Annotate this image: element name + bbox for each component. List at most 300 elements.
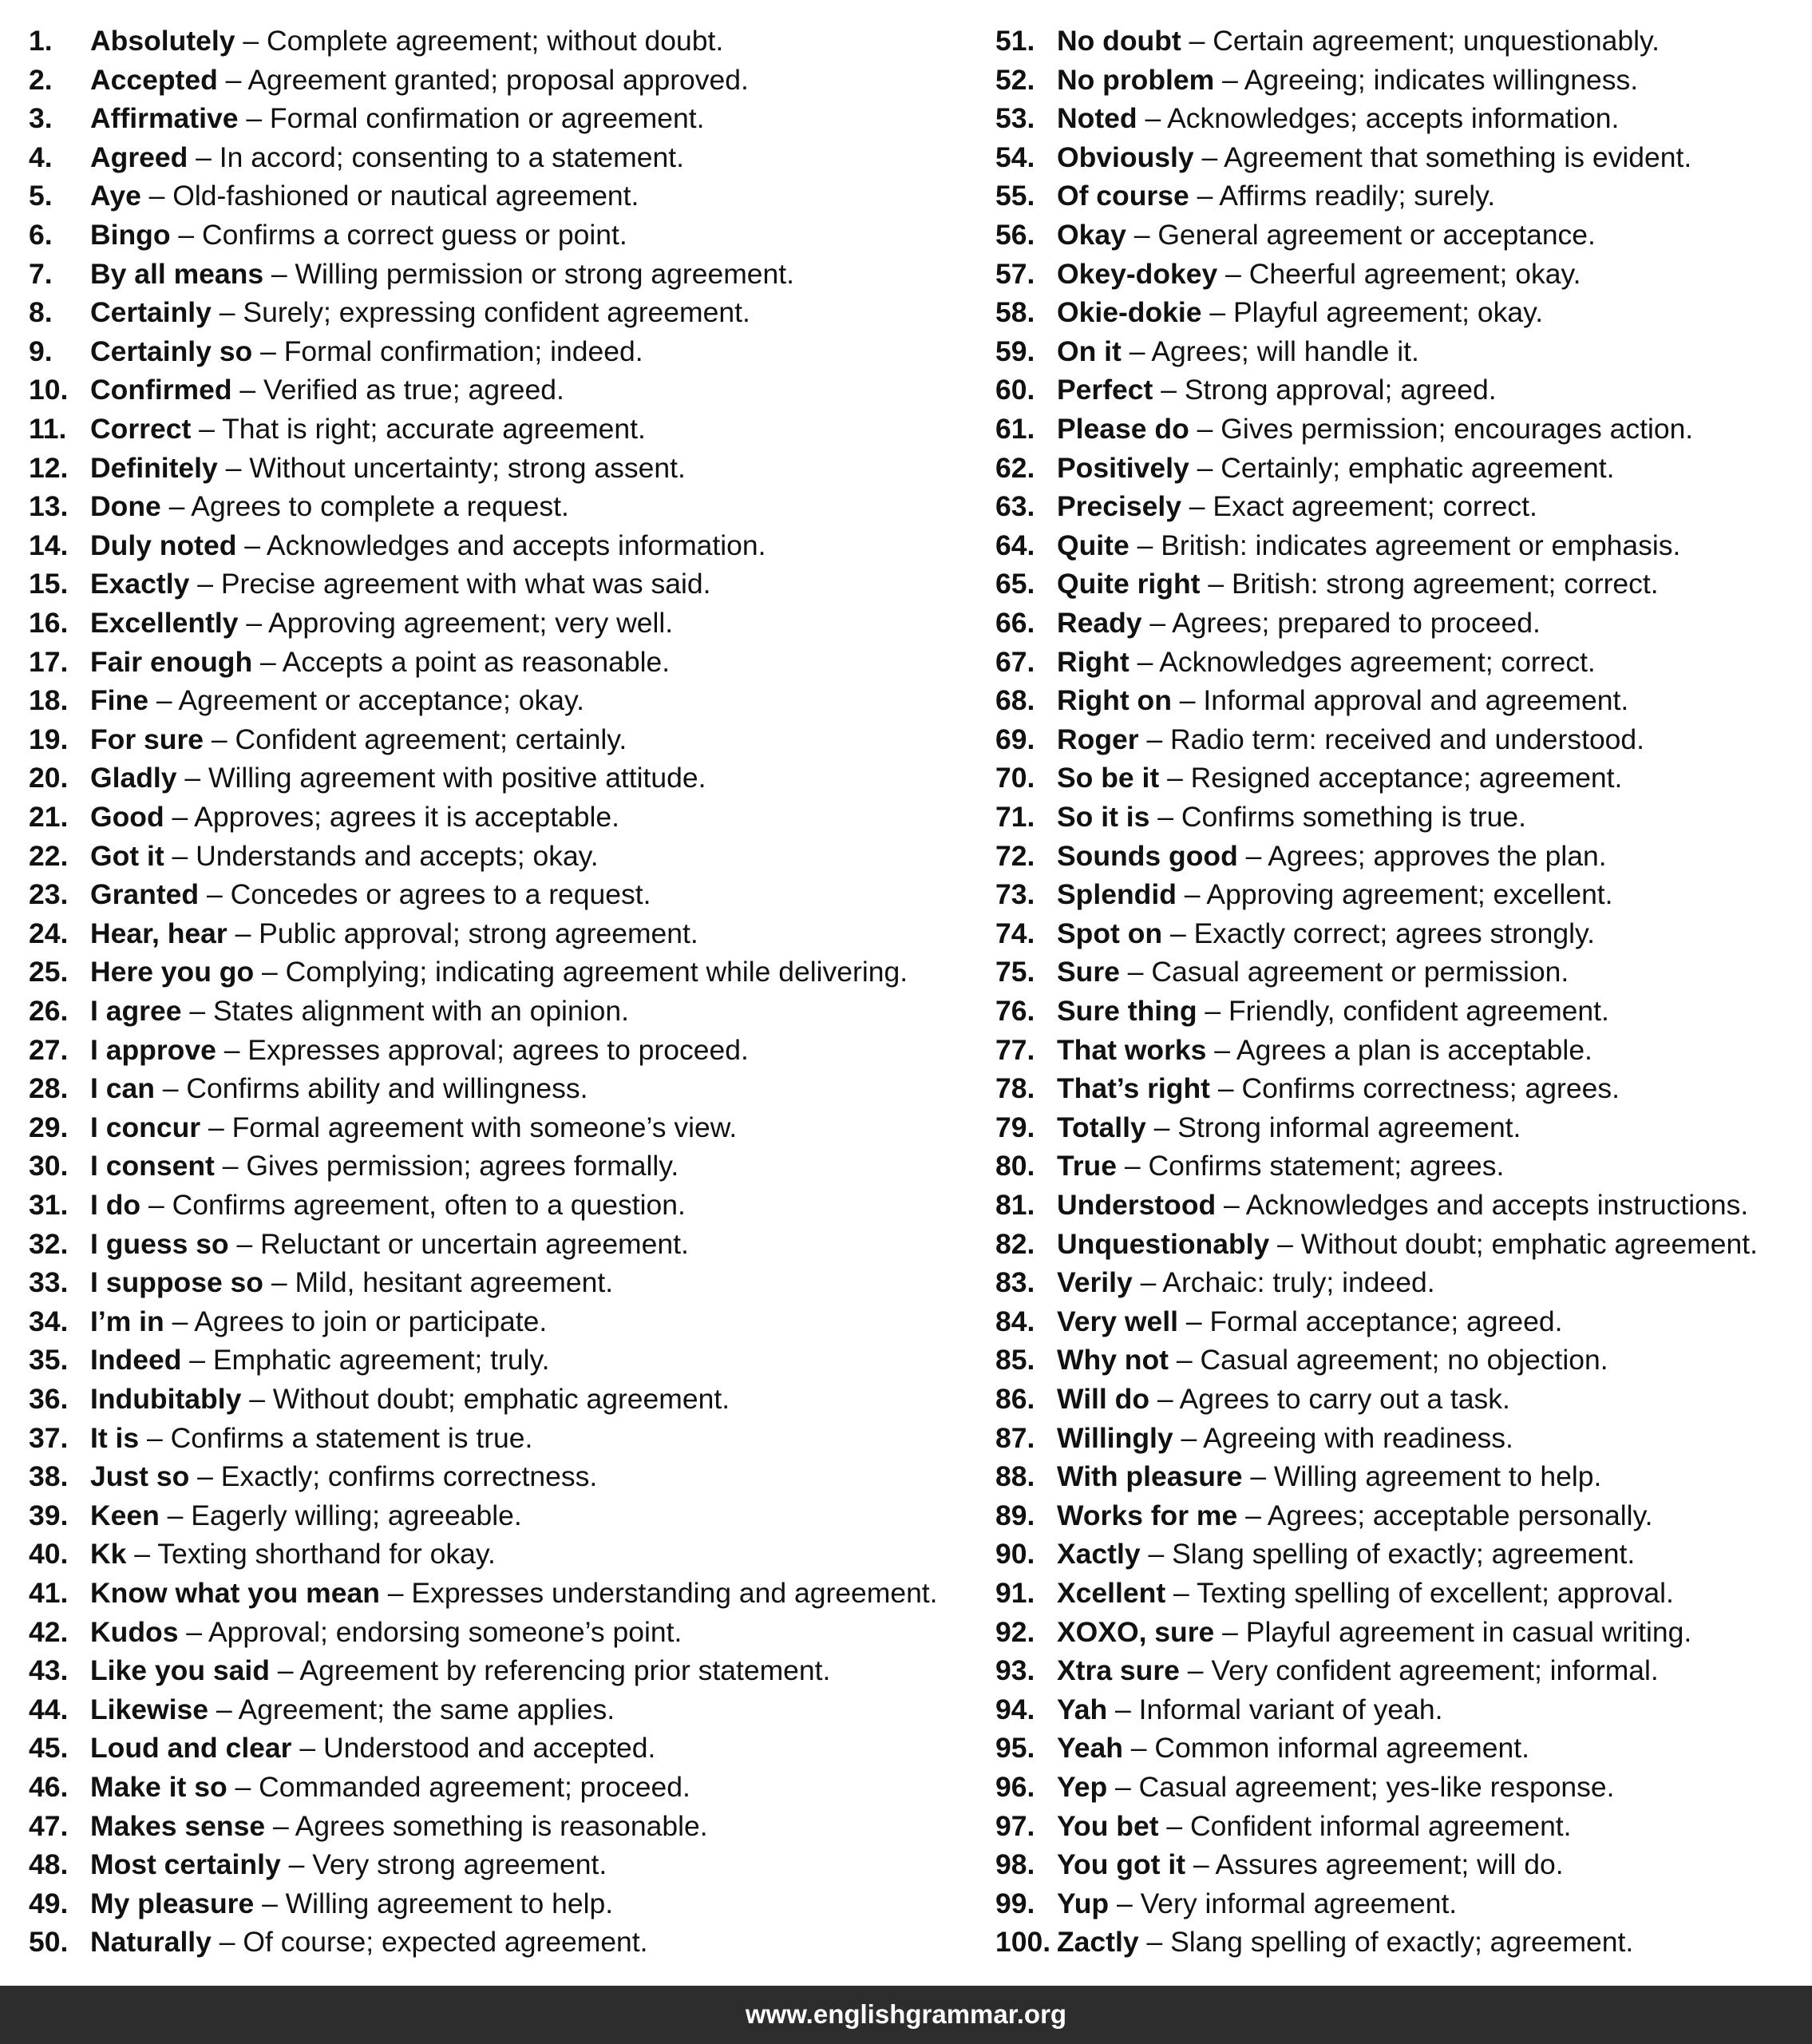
item-definition: – Confirms something is true.	[1149, 801, 1526, 833]
item-definition: – Complete agreement; without doubt.	[235, 25, 724, 57]
item-text	[1057, 410, 1693, 448]
item-text	[1057, 99, 1619, 137]
item-term: No problem	[1057, 63, 1215, 96]
item-number: 61.	[995, 413, 1035, 445]
item-number: 88.	[995, 1460, 1035, 1493]
item-definition: – Approving agreement; very well.	[238, 607, 674, 639]
item-number: 5.	[29, 180, 53, 212]
item-term: So it is	[1057, 801, 1150, 833]
item-term: Unquestionably	[1057, 1227, 1270, 1260]
item-number: 83.	[995, 1266, 1035, 1299]
item-term: Excellently	[90, 607, 239, 639]
item-text	[90, 1535, 496, 1573]
item-term: Certainly	[90, 296, 212, 329]
item-term: That’s right	[1057, 1072, 1210, 1105]
item-number: 12.	[29, 451, 69, 484]
item-term: Done	[90, 490, 161, 523]
item-text	[90, 1768, 690, 1806]
item-number: 99.	[995, 1887, 1035, 1919]
item-number: 33.	[29, 1266, 69, 1299]
item-term: Okey-dokey	[1057, 257, 1218, 290]
item-text	[1057, 1845, 1564, 1884]
item-definition: – Willing agreement to help.	[1242, 1460, 1602, 1493]
item-definition: – Confirms statement; agrees.	[1116, 1150, 1505, 1182]
item-number: 4.	[29, 141, 53, 173]
item-number: 18.	[29, 684, 69, 717]
item-definition: – Without uncertainty; strong assent.	[217, 451, 686, 484]
item-definition: – Agrees; acceptable personally.	[1237, 1499, 1653, 1531]
item-number: 58.	[995, 296, 1035, 329]
item-number: 37.	[29, 1421, 69, 1454]
item-definition: – Old-fashioned or nautical agreement.	[140, 180, 639, 212]
item-text	[90, 1147, 679, 1185]
item-number: 19.	[29, 723, 69, 755]
item-number: 23.	[29, 878, 69, 911]
item-number: 21.	[29, 801, 69, 833]
item-definition: – Archaic: truly; indeed.	[1132, 1266, 1435, 1299]
item-definition: – Agreement granted; proposal approved.	[217, 63, 749, 96]
item-term: Got it	[90, 839, 164, 872]
item-term: Please do	[1057, 413, 1189, 445]
item-term: Willingly	[1057, 1421, 1173, 1454]
item-term: I’m in	[90, 1305, 164, 1337]
item-text	[90, 22, 723, 60]
item-text	[1057, 449, 1615, 487]
item-definition: – Strong informal agreement.	[1145, 1111, 1521, 1143]
item-term: Perfect	[1057, 374, 1153, 406]
item-definition: – Expresses understanding and agreement.	[379, 1577, 938, 1609]
item-definition: – Confident informal agreement.	[1158, 1809, 1572, 1842]
item-term: Yep	[1057, 1771, 1108, 1803]
item-number: 20.	[29, 762, 69, 794]
item-text	[1057, 370, 1497, 409]
item-definition: – Agreement; the same applies.	[208, 1693, 615, 1725]
item-text	[90, 526, 766, 564]
item-text	[1057, 61, 1638, 99]
item-term: Agreed	[90, 141, 188, 173]
item-text	[90, 332, 643, 370]
item-definition: – Agreeing; indicates willingness.	[1214, 63, 1639, 96]
item-number: 66.	[995, 607, 1035, 639]
item-text	[90, 1263, 613, 1301]
item-definition: – Commanded agreement; proceed.	[227, 1771, 690, 1803]
item-number: 54.	[995, 141, 1035, 173]
item-number: 36.	[29, 1383, 69, 1415]
item-term: Exactly	[90, 568, 190, 600]
item-term: I guess so	[90, 1227, 229, 1260]
item-text	[90, 681, 584, 719]
item-number: 45.	[29, 1732, 69, 1765]
item-definition: – Exactly correct; agrees strongly.	[1162, 917, 1596, 949]
item-definition: – Agreement that something is evident.	[1193, 141, 1692, 173]
item-term: Hear, hear	[90, 917, 227, 949]
item-number: 42.	[29, 1615, 69, 1648]
item-number: 60.	[995, 374, 1035, 406]
item-definition: – Concedes or agrees to a request.	[199, 878, 651, 911]
item-text	[90, 953, 908, 991]
item-term: Fine	[90, 684, 148, 717]
item-number: 30.	[29, 1150, 69, 1182]
item-text	[90, 604, 673, 642]
item-text	[1057, 681, 1628, 719]
item-number: 9.	[29, 335, 53, 367]
item-text	[90, 564, 710, 603]
item-definition: – Approval; endorsing someone’s point.	[178, 1615, 682, 1648]
item-term: Why not	[1057, 1344, 1169, 1377]
item-number: 67.	[995, 645, 1035, 678]
item-term: Xcellent	[1057, 1577, 1166, 1609]
item-number: 3.	[29, 102, 53, 135]
item-text	[1057, 1690, 1442, 1729]
item-text	[90, 1341, 549, 1379]
item-text	[90, 1302, 547, 1341]
item-text	[1057, 1613, 1691, 1651]
item-text	[90, 1807, 708, 1845]
item-term: Very well	[1057, 1305, 1178, 1337]
item-term: Most certainly	[90, 1848, 281, 1881]
item-number: 26.	[29, 995, 69, 1027]
item-definition: – Agrees to carry out a task.	[1149, 1383, 1510, 1415]
item-term: Loud and clear	[90, 1732, 292, 1765]
item-number: 48.	[29, 1848, 69, 1881]
item-definition: – Casual agreement or permission.	[1119, 956, 1569, 988]
item-number: 39.	[29, 1499, 69, 1531]
item-term: Yeah	[1057, 1732, 1123, 1765]
item-number: 6.	[29, 219, 53, 251]
item-text	[1057, 1496, 1653, 1535]
item-term: That works	[1057, 1033, 1207, 1066]
item-definition: – Confirms a statement is true.	[139, 1421, 533, 1454]
item-number: 55.	[995, 180, 1035, 212]
item-number: 79.	[995, 1111, 1035, 1143]
item-term: Certainly so	[90, 335, 253, 367]
item-text	[90, 798, 619, 836]
item-term: Obviously	[1057, 141, 1194, 173]
item-text	[1057, 1768, 1615, 1806]
item-text	[1057, 1147, 1504, 1185]
item-text	[1057, 1651, 1659, 1689]
item-number: 73.	[995, 878, 1035, 911]
item-definition: – Cheerful agreement; okay.	[1217, 257, 1581, 290]
item-text	[1057, 293, 1543, 331]
item-term: Accepted	[90, 63, 218, 96]
item-number: 74.	[995, 917, 1035, 949]
item-definition: – Confident agreement; certainly.	[204, 723, 627, 755]
item-term: On it	[1057, 335, 1122, 367]
item-text	[1057, 875, 1613, 913]
item-term: Yah	[1057, 1693, 1108, 1725]
item-term: Splendid	[1057, 878, 1177, 911]
item-text	[1057, 914, 1595, 953]
item-number: 41.	[29, 1577, 69, 1609]
item-number: 25.	[29, 956, 69, 988]
item-text	[90, 99, 704, 137]
item-text	[1057, 1031, 1592, 1069]
item-text	[90, 1729, 655, 1767]
item-number: 77.	[995, 1033, 1035, 1066]
item-term: Verily	[1057, 1266, 1133, 1299]
item-text	[90, 643, 670, 681]
item-text	[90, 720, 627, 759]
item-definition: – Surely; expressing confident agreement.	[211, 296, 750, 329]
item-term: Precisely	[1057, 490, 1181, 523]
item-text	[90, 293, 750, 331]
item-number: 91.	[995, 1577, 1035, 1609]
item-number: 51.	[995, 25, 1035, 57]
item-text	[1057, 1457, 1601, 1495]
item-definition: – Agreement by referencing prior statement.	[269, 1654, 831, 1687]
item-text	[1057, 1263, 1435, 1301]
item-term: No doubt	[1057, 25, 1181, 57]
item-text	[90, 61, 749, 99]
item-text	[1057, 22, 1660, 60]
item-text	[1057, 1923, 1633, 1961]
item-text	[90, 992, 629, 1030]
item-number: 78.	[995, 1072, 1035, 1105]
item-definition: – Formal confirmation; indeed.	[252, 335, 643, 367]
item-term: Roger	[1057, 723, 1139, 755]
item-number: 13.	[29, 490, 69, 523]
item-text	[90, 216, 627, 254]
item-definition: – Precise agreement with what was said.	[189, 568, 711, 600]
item-text	[1057, 1574, 1674, 1612]
item-term: Like you said	[90, 1654, 270, 1687]
item-term: Likewise	[90, 1693, 208, 1725]
item-number: 57.	[995, 257, 1035, 290]
item-definition: – Radio term: received and understood.	[1138, 723, 1645, 755]
item-definition: – Formal confirmation or agreement.	[238, 102, 705, 135]
item-definition: – Understood and accepted.	[291, 1732, 656, 1765]
item-definition: – Public approval; strong agreement.	[227, 917, 698, 949]
item-text	[1057, 759, 1622, 797]
item-definition: – Texting shorthand for okay.	[126, 1538, 496, 1571]
item-definition: – Informal variant of yeah.	[1107, 1693, 1443, 1725]
item-number: 82.	[995, 1227, 1035, 1260]
item-definition: – Playful agreement; okay.	[1201, 296, 1544, 329]
item-text	[1057, 1884, 1457, 1923]
item-number: 35.	[29, 1344, 69, 1377]
item-number: 76.	[995, 995, 1035, 1027]
item-definition: – Informal approval and agreement.	[1171, 684, 1629, 717]
item-term: Kk	[90, 1538, 127, 1571]
item-term: Kudos	[90, 1615, 179, 1648]
item-definition: – Very confident agreement; informal.	[1179, 1654, 1659, 1687]
item-term: Noted	[1057, 102, 1137, 135]
item-number: 59.	[995, 335, 1035, 367]
item-term: You bet	[1057, 1809, 1159, 1842]
item-definition: – In accord; consenting to a statement.	[188, 141, 684, 173]
item-number: 62.	[995, 451, 1035, 484]
item-definition: – Resigned acceptance; agreement.	[1159, 762, 1623, 794]
item-number: 90.	[995, 1538, 1035, 1571]
item-term: Sure	[1057, 956, 1120, 988]
item-text	[1057, 837, 1607, 875]
item-definition: – Confirms correctness; agrees.	[1209, 1072, 1620, 1105]
item-definition: – Agreement or acceptance; okay.	[148, 684, 584, 717]
item-text	[90, 1574, 938, 1612]
item-text	[90, 370, 564, 409]
item-number: 86.	[995, 1383, 1035, 1415]
item-number: 75.	[995, 956, 1035, 988]
item-definition: – Willing agreement with positive attitude.	[176, 762, 706, 794]
item-text	[1057, 216, 1596, 254]
item-number: 72.	[995, 839, 1035, 872]
item-text	[90, 138, 684, 176]
item-definition: – British: indicates agreement or emphasis.	[1129, 529, 1681, 561]
item-term: I approve	[90, 1033, 216, 1066]
item-term: Xtra sure	[1057, 1654, 1180, 1687]
item-term: Bingo	[90, 219, 171, 251]
item-definition: – Willing permission or strong agreement.	[263, 257, 794, 290]
item-term: XOXO, sure	[1057, 1615, 1215, 1648]
item-number: 63.	[995, 490, 1035, 523]
item-number: 16.	[29, 607, 69, 639]
item-definition: – Acknowledges and accepts information.	[236, 529, 766, 561]
item-definition: – That is right; accurate agreement.	[191, 413, 646, 445]
item-term: Works for me	[1057, 1499, 1238, 1531]
item-definition: – Agrees a plan is acceptable.	[1206, 1033, 1592, 1066]
item-text	[90, 1923, 648, 1961]
item-text	[1057, 1108, 1521, 1147]
item-number: 98.	[995, 1848, 1035, 1881]
item-text	[1057, 1535, 1635, 1573]
item-term: True	[1057, 1150, 1117, 1182]
item-text	[1057, 643, 1596, 681]
item-text	[90, 176, 639, 215]
item-number: 14.	[29, 529, 69, 561]
item-number: 80.	[995, 1150, 1035, 1182]
item-term: Okay	[1057, 219, 1126, 251]
item-definition: – Willing agreement to help.	[254, 1887, 614, 1919]
item-text	[1057, 1225, 1758, 1263]
item-definition: – Emphatic agreement; truly.	[181, 1344, 550, 1377]
item-term: By all means	[90, 257, 264, 290]
item-definition: – Assures agreement; will do.	[1185, 1848, 1564, 1881]
item-definition: – Verified as true; agreed.	[231, 374, 564, 406]
item-text	[1057, 604, 1541, 642]
item-definition: – Playful agreement in casual writing.	[1214, 1615, 1692, 1648]
item-text	[1057, 798, 1526, 836]
item-term: Correct	[90, 413, 192, 445]
item-term: Fair enough	[90, 645, 253, 678]
item-text	[90, 487, 569, 525]
item-number: 38.	[29, 1460, 69, 1493]
item-text	[90, 1845, 607, 1884]
item-text	[1057, 564, 1659, 603]
item-text	[1057, 138, 1691, 176]
item-number: 81.	[995, 1189, 1035, 1221]
item-number: 89.	[995, 1499, 1035, 1531]
item-definition: – Agrees; prepared to proceed.	[1141, 607, 1541, 639]
item-definition: – Confirms ability and willingness.	[154, 1072, 588, 1105]
item-term: Positively	[1057, 451, 1189, 484]
item-number: 94.	[995, 1693, 1035, 1725]
item-number: 65.	[995, 568, 1035, 600]
item-text	[90, 1108, 737, 1147]
item-definition: – Approves; agrees it is acceptable.	[164, 801, 619, 833]
item-text	[90, 255, 794, 293]
item-term: You got it	[1057, 1848, 1186, 1881]
item-number: 84.	[995, 1305, 1035, 1337]
item-number: 50.	[29, 1926, 69, 1959]
item-number: 2.	[29, 63, 53, 96]
item-number: 93.	[995, 1654, 1035, 1687]
item-text	[90, 1419, 532, 1457]
item-number: 87.	[995, 1421, 1035, 1454]
item-definition: – Agreeing with readiness.	[1173, 1421, 1513, 1454]
item-number: 44.	[29, 1693, 69, 1725]
item-term: Sure thing	[1057, 995, 1197, 1027]
item-term: Good	[90, 801, 164, 833]
item-definition: – Agrees; will handle it.	[1121, 335, 1419, 367]
item-text	[90, 410, 646, 448]
item-text	[1057, 1069, 1620, 1107]
item-definition: – Formal agreement with someone’s view.	[200, 1111, 738, 1143]
item-term: Indubitably	[90, 1383, 242, 1415]
item-term: So be it	[1057, 762, 1160, 794]
item-term: I suppose so	[90, 1266, 263, 1299]
item-text	[90, 1613, 682, 1651]
item-number: 47.	[29, 1809, 69, 1842]
item-text	[1057, 1419, 1513, 1457]
item-number: 85.	[995, 1344, 1035, 1377]
item-definition: – Slang spelling of exactly; agreement.	[1140, 1538, 1636, 1571]
item-text	[90, 837, 599, 875]
item-term: I can	[90, 1072, 155, 1105]
footer-url: www.englishgrammar.org	[745, 1999, 1067, 2029]
item-text	[1057, 255, 1581, 293]
item-text	[1057, 332, 1419, 370]
item-term: Absolutely	[90, 25, 235, 57]
item-term: Gladly	[90, 762, 177, 794]
item-term: Keen	[90, 1499, 160, 1531]
item-text	[1057, 526, 1680, 564]
item-term: It is	[90, 1421, 140, 1454]
item-number: 10.	[29, 374, 69, 406]
item-definition: – Casual agreement; yes-like response.	[1107, 1771, 1615, 1803]
item-term: Xactly	[1057, 1538, 1141, 1571]
item-definition: – Exactly; confirms correctness.	[189, 1460, 598, 1493]
item-definition: – Gives permission; encourages action.	[1189, 413, 1694, 445]
item-term: Yup	[1057, 1887, 1110, 1919]
item-number: 70.	[995, 762, 1035, 794]
item-term: Confirmed	[90, 374, 232, 406]
item-term: For sure	[90, 723, 204, 755]
item-term: I consent	[90, 1150, 215, 1182]
item-term: Right on	[1057, 684, 1172, 717]
item-definition: – Very strong agreement.	[280, 1848, 607, 1881]
item-term: Granted	[90, 878, 200, 911]
item-definition: – Texting spelling of excellent; approval.	[1165, 1577, 1674, 1609]
item-text	[90, 875, 651, 913]
item-text	[90, 1457, 597, 1495]
item-definition: – Approving agreement; excellent.	[1176, 878, 1613, 911]
item-text	[90, 1884, 613, 1923]
item-term: Zactly	[1057, 1926, 1139, 1959]
item-definition: – Very informal agreement.	[1109, 1887, 1458, 1919]
item-definition: – Certainly; emphatic agreement.	[1189, 451, 1615, 484]
item-number: 8.	[29, 296, 53, 329]
item-definition: – Acknowledges agreement; correct.	[1129, 645, 1596, 678]
item-definition: – Without doubt; emphatic agreement.	[1269, 1227, 1759, 1260]
item-number: 34.	[29, 1305, 69, 1337]
item-definition: – Slang spelling of exactly; agreement.	[1138, 1926, 1634, 1959]
item-number: 69.	[995, 723, 1035, 755]
item-number: 22.	[29, 839, 69, 872]
item-number: 7.	[29, 257, 53, 290]
item-term: Will do	[1057, 1383, 1150, 1415]
item-text	[1057, 1302, 1562, 1341]
